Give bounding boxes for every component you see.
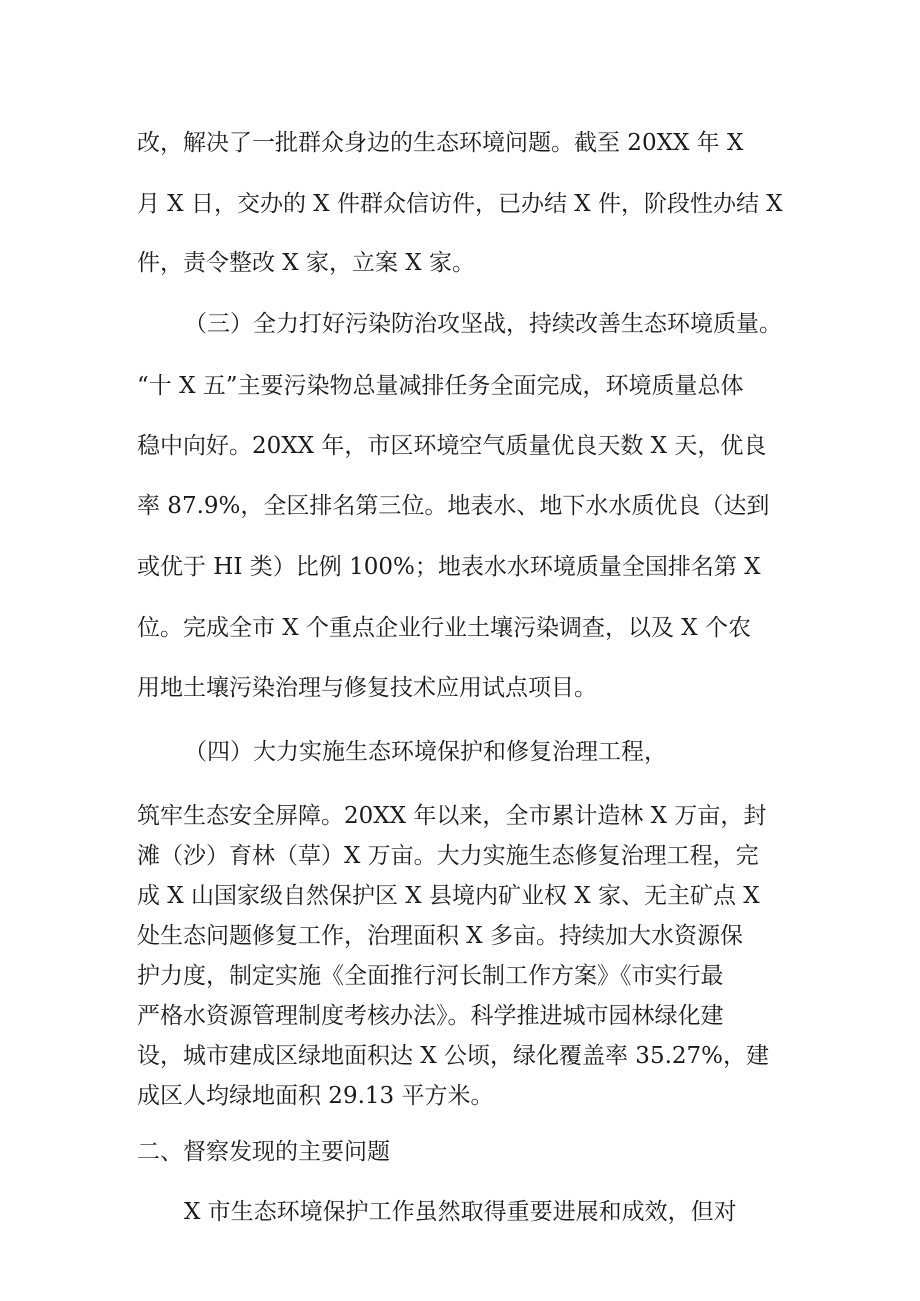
text-line: 月 X 日，交办的 X 件群众信访件，已办结 X 件，阶段性办结 X [137, 191, 783, 217]
text-line: 处生态问题修复工作，治理面积 X 多亩。持续加大水资源保 [137, 923, 743, 949]
text-line: 用地土壤污染治理与修复技术应用试点项目。 [137, 675, 597, 701]
text-line: 成区人均绿地面积 29.13 平方米。 [137, 1083, 494, 1109]
section-heading-4: （四）大力实施生态环境保护和修复治理工程， [184, 739, 667, 765]
text-line: 率 87.9%，全区排名第三位。地表水、地下水水质优良（达到 [137, 493, 770, 519]
text-line: X 市生态环境保护工作虽然取得重要进展和成效，但对 [184, 1199, 737, 1225]
section-heading-3: （三）全力打好污染防治攻坚战，持续改善生态环境质量。 [184, 311, 782, 337]
text-line: 位。完成全市 X 个重点企业行业土壤污染调查，以及 X 个农 [137, 615, 751, 641]
text-line: 改，解决了一批群众身边的生态环境问题。截至 20XX 年 X [137, 130, 744, 156]
text-line: 稳中向好。20XX 年，市区环境空气质量优良天数 X 天，优良 [137, 433, 767, 459]
chapter-heading: 二、督察发现的主要问题 [137, 1139, 390, 1165]
text-line: 严格水资源管理制度考核办法》。科学推进城市园林绿化建 [137, 1003, 724, 1029]
text-line: “十 X 五”主要污染物总量减排任务全面完成，环境质量总体 [137, 373, 744, 399]
text-line: 设，城市建成区绿地面积达 X 公顷，绿化覆盖率 35.27%，建 [137, 1043, 770, 1069]
text-line: 护力度，制定实施《全面推行河长制工作方案》《市实行最 [137, 963, 724, 989]
text-line: 件，责令整改 X 家，立案 X 家。 [137, 250, 475, 276]
text-line: 或优于 HI 类）比例 100%；地表水水环境质量全国排名第 X [137, 554, 761, 580]
text-line: 成 X 山国家级自然保护区 X 县境内矿业权 X 家、无主矿点 X [137, 883, 760, 909]
text-line: 筑牢生态安全屏障。20XX 年以来，全市累计造林 X 万亩，封 [137, 803, 767, 829]
text-line: 滩（沙）育林（草）X 万亩。大力实施生态修复治理工程，完 [137, 843, 759, 869]
